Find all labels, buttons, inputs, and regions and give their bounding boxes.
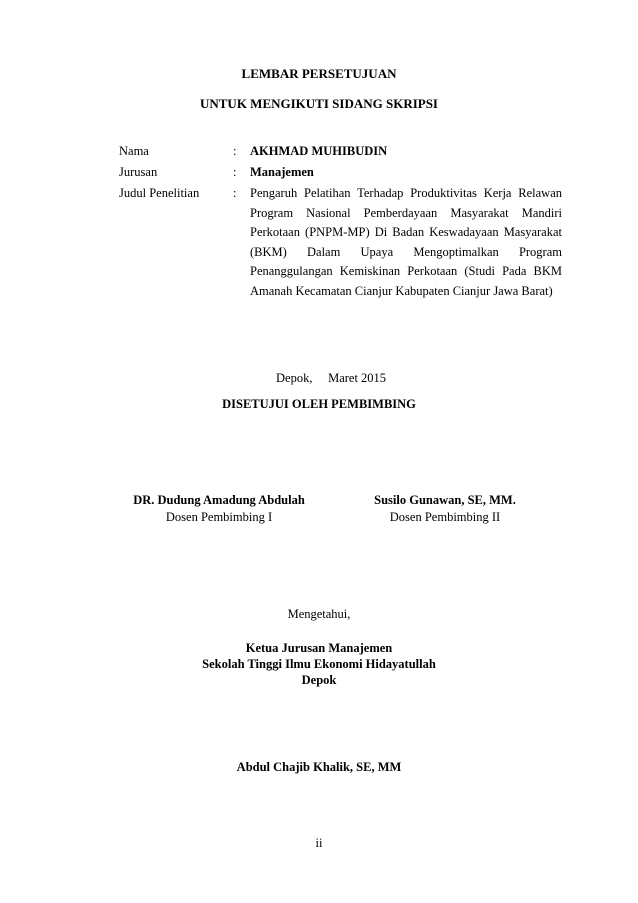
field-colon: : bbox=[233, 186, 237, 200]
head-title: Ketua Jurusan Manajemen bbox=[245, 641, 393, 655]
field-value-jurusan: Manajemen bbox=[250, 165, 314, 179]
field-label-nama: Nama bbox=[119, 144, 149, 158]
field-value-judul: Pengaruh Pelatihan Terhadap Produktivitas Kerja Relawan Program Nasional Pemberdayaan Masyarakat Mandiri Perkotaan (PNPM-MP) Di Badan Keswadayaan Masyarakat (BKM) Dalam Upaya Mengoptimalkan Program Penanggulangan Kemiskinan Perkotaan (Studi Pada BKM Amanah Kecamatan Cianjur Kabupaten Cianjur Jawa Barat) bbox=[250, 186, 562, 298]
supervisor-1-name: DR. Dudung Amadung Abdulah bbox=[133, 493, 305, 507]
page-number: ii bbox=[315, 836, 323, 850]
field-label-jurusan: Jurusan bbox=[119, 165, 158, 179]
field-value-nama: AKHMAD MUHIBUDIN bbox=[250, 144, 388, 158]
supervisor-2-role: Dosen Pembimbing II bbox=[389, 510, 501, 524]
head-signatory-name: Abdul Chajib Khalik, SE, MM bbox=[236, 760, 402, 774]
approval-heading: DISETUJUI OLEH PEMBIMBING bbox=[222, 397, 416, 411]
field-colon: : bbox=[233, 165, 237, 179]
supervisor-2-name: Susilo Gunawan, SE, MM. bbox=[374, 493, 516, 507]
field-label-judul: Judul Penelitian bbox=[119, 186, 200, 200]
institution-city: Depok bbox=[301, 673, 337, 687]
document-title: LEMBAR PERSETUJUAN bbox=[241, 66, 397, 81]
field-colon: : bbox=[233, 144, 237, 158]
institution-name: Sekolah Tinggi Ilmu Ekonomi Hidayatullah bbox=[202, 657, 436, 671]
supervisor-1-role: Dosen Pembimbing I bbox=[165, 510, 273, 524]
place-date: Depok, Maret 2015 bbox=[276, 371, 387, 385]
acknowledged-text: Mengetahui, bbox=[287, 607, 351, 621]
document-subtitle: UNTUK MENGIKUTI SIDANG SKRIPSI bbox=[199, 96, 438, 111]
